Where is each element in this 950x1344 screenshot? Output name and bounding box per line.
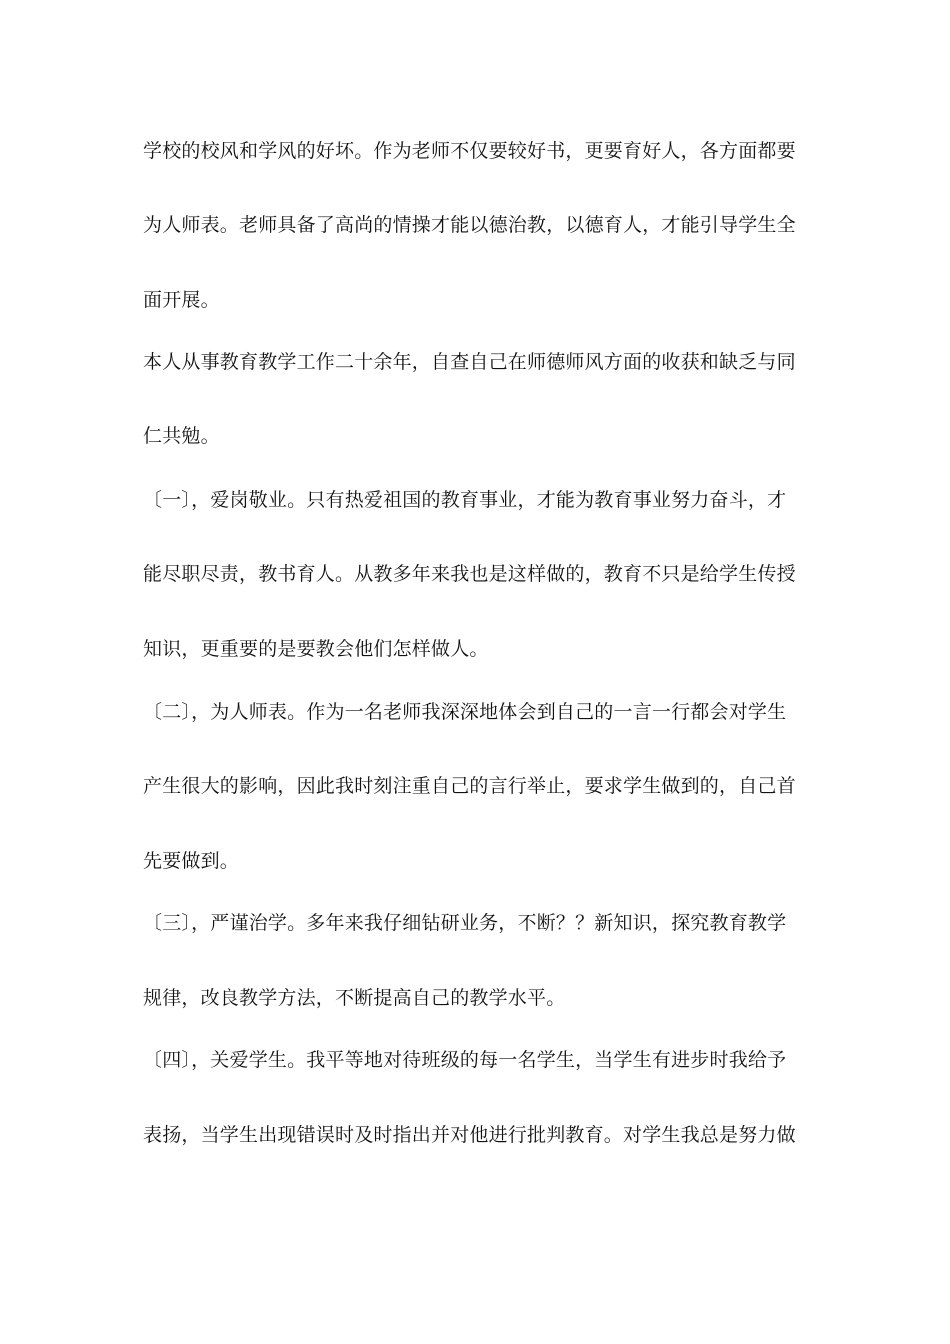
text-line: 〔二〕，为人师表。作为一名老师我深深地体会到自己的一言一行都会对学生 (143, 701, 787, 723)
text-line: 面开展。 (143, 289, 220, 311)
text-line: 〔四〕，关爱学生。我平等地对待班级的每一名学生，当学生有进步时我给予 (143, 1049, 787, 1071)
text-line: 表扬，当学生出现错误时及时指出并对他进行批判教育。对学生我总是努力做 (143, 1124, 796, 1146)
text-line: 先要做到。 (143, 850, 240, 872)
text-line: 规律，改良教学方法，不断提高自己的教学水平。 (143, 987, 566, 1009)
text-line: 〔三〕，严谨治学。多年来我仔细钻研业务，不断？？新知识，探究教育教学 (143, 912, 787, 934)
text-line: 〔一〕，爱岗敬业。只有热爱祖国的教育事业，才能为教育事业努力奋斗，才 (143, 489, 787, 511)
text-line: 能尽职尽责，教书育人。从教多年来我也是这样做的，教育不只是给学生传授 (143, 563, 796, 585)
text-line: 产生很大的影响，因此我时刻注重自己的言行举止，要求学生做到的，自己首 (143, 775, 796, 797)
text-line: 学校的校风和学风的好坏。作为老师不仅要较好书，更要育好人，各方面都要 (143, 140, 796, 162)
text-line: 仁共勉。 (143, 425, 220, 447)
text-line: 知识，更重要的是要教会他们怎样做人。 (143, 638, 489, 660)
text-line: 为人师表。老师具备了高尚的情操才能以德治教，以德育人，才能引导学生全 (143, 214, 796, 236)
text-line: 本人从事教育教学工作二十余年，自查自己在师德师风方面的收获和缺乏与同 (143, 351, 796, 373)
